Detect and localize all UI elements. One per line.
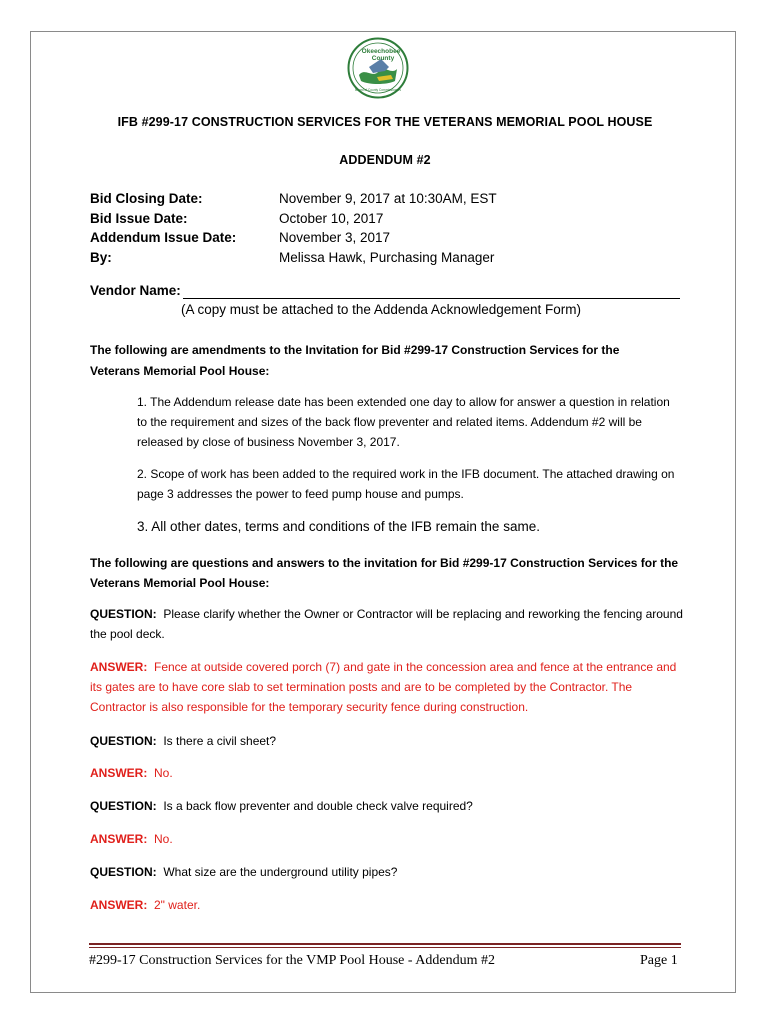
bid-issue-row (90, 209, 497, 229)
answer-label: ANSWER: (90, 832, 148, 846)
bid-closing-value: November 9, 2017 at 10:30AM, EST (279, 191, 497, 206)
by-label: By: (90, 249, 112, 265)
footer-document-title: #299-17 Construction Services for the VMP Pool House - Addendum #2 (89, 953, 495, 968)
answer-2 (90, 763, 685, 783)
answer-label: ANSWER: (90, 660, 148, 674)
question-4 (90, 862, 685, 882)
vendor-name-label: Vendor Name: (90, 283, 181, 298)
by-row (90, 248, 497, 268)
amendments-intro: The following are amendments to the Invitation for Bid #299-17 Construction Services for the Veterans Memorial Pool House: (90, 343, 620, 378)
footer-rule-thin (89, 947, 681, 948)
addendum-issue-row (90, 228, 497, 248)
answer-label: ANSWER: (90, 898, 148, 912)
question-label: QUESTION: (90, 607, 157, 621)
question-1 (90, 604, 685, 644)
bid-closing-row (90, 189, 497, 209)
question-label: QUESTION: (90, 865, 157, 879)
question-label: QUESTION: (90, 799, 157, 813)
addendum-issue-value: November 3, 2017 (279, 230, 391, 245)
answer-label: ANSWER: (90, 766, 148, 780)
answer-1-text: Fence at outside covered porch (7) and gate in the concession area and fence at the entrance and its gates are to have core slab to set termination posts and are to be completed by the Contractor. The Contractor is also responsible for the temporary security fence during construction. (90, 660, 677, 714)
seal-text-bottom: Board of County Commissioners (355, 88, 401, 92)
amendment-item-2: 2. Scope of work has been added to the required work in the IFB document. The attached drawing on page 3 addresses the power to feed pump house and pumps. (137, 467, 675, 501)
footer-rule-thick (89, 943, 681, 945)
seal-text-top: Okeechobee (361, 48, 401, 55)
seal-text-mid: County (371, 55, 395, 62)
county-seal-logo (347, 37, 409, 99)
question-3-text: Is a back flow preventer and double check valve required? (163, 799, 473, 813)
question-label: QUESTION: (90, 734, 157, 748)
amendment-item-3: 3. All other dates, terms and conditions of the IFB remain the same. (137, 519, 540, 534)
bid-closing-label: Bid Closing Date: (90, 191, 203, 206)
bid-issue-label: Bid Issue Date: (90, 210, 188, 226)
answer-3 (90, 829, 685, 849)
footer-page-number: Page 1 (640, 953, 678, 968)
answer-4 (90, 895, 685, 915)
answer-4-text: 2" water. (154, 898, 201, 912)
question-4-text: What size are the underground utility pipes? (163, 865, 398, 879)
answer-2-text: No. (154, 766, 173, 780)
qa-intro: The following are questions and answers to the invitation for Bid #299-17 Construction Services for the Veterans Memorial Pool House: (90, 556, 679, 590)
document-title: IFB #299-17 CONSTRUCTION SERVICES FOR THE VETERANS MEMORIAL POOL HOUSE (117, 115, 653, 129)
answer-1 (90, 657, 685, 717)
bid-info-block (90, 189, 497, 267)
question-2-text: Is there a civil sheet? (163, 734, 277, 748)
addendum-title: ADDENDUM #2 (339, 153, 431, 167)
question-3 (90, 796, 685, 816)
answer-3-text: No. (154, 832, 173, 846)
vendor-name-line[interactable] (183, 298, 680, 299)
question-2 (90, 731, 685, 751)
addendum-issue-label: Addendum Issue Date: (90, 230, 237, 245)
vendor-note: (A copy must be attached to the Addenda Acknowledgement Form) (181, 302, 581, 317)
amendment-item-1: 1. The Addendum release date has been extended one day to allow for answer a question in relation to the requirement and sizes of the back flow preventer and related items. Addendum #2 will be released by close of business November 3, 2017. (137, 395, 670, 449)
question-1-text: Please clarify whether the Owner or Contractor will be replacing and reworking the fencing around the pool deck. (90, 607, 683, 641)
by-value: Melissa Hawk, Purchasing Manager (279, 249, 495, 265)
bid-issue-value: October 10, 2017 (279, 210, 384, 226)
